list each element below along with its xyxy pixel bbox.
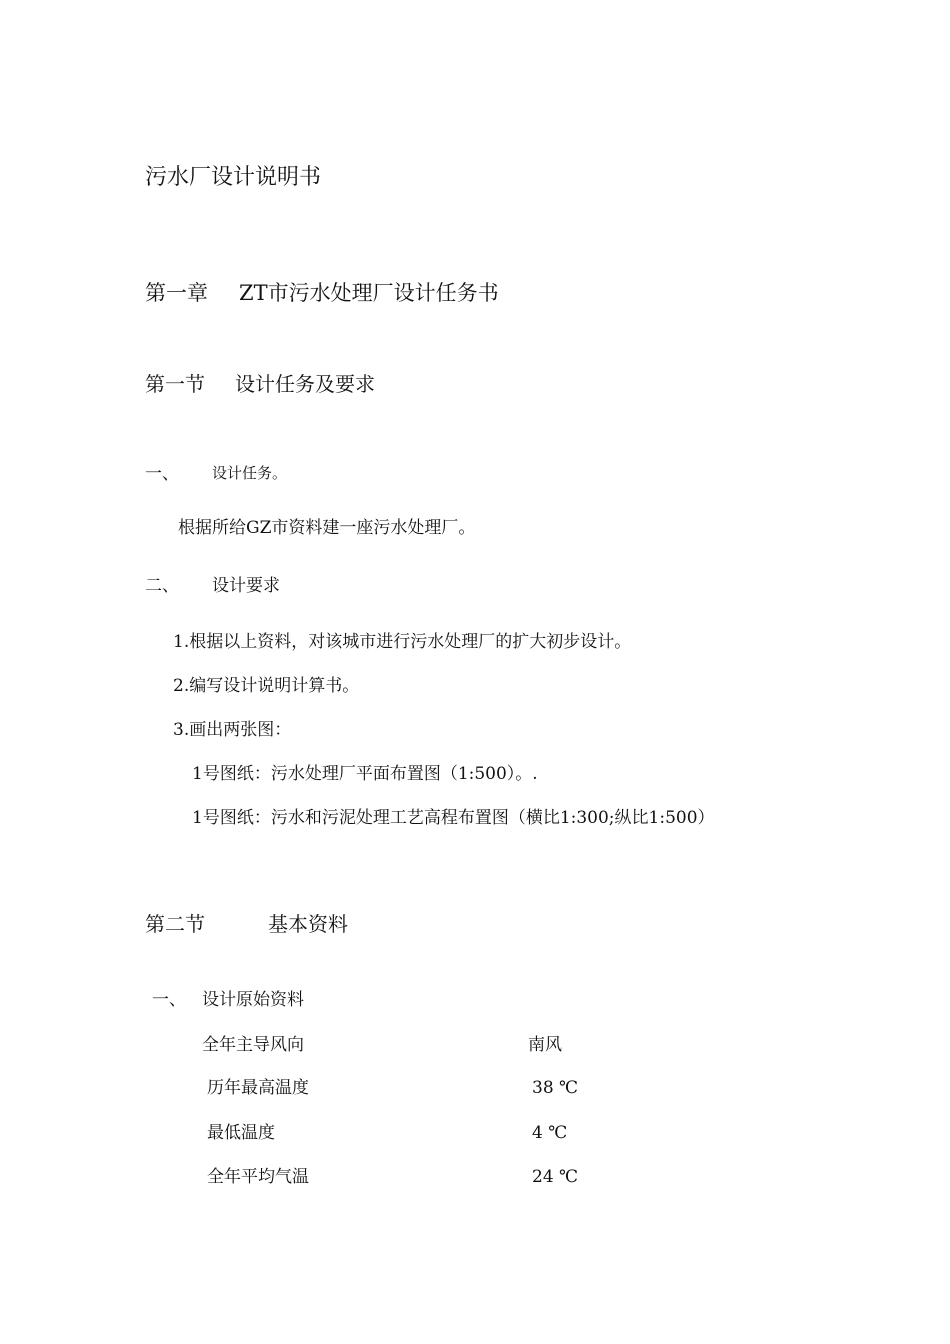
section1-number: 第一节 <box>145 372 205 396</box>
data-item-number: 一、 <box>152 990 186 1010</box>
task-item-text: 根据所给GZ市资料建一座污水处理厂。 <box>178 518 476 538</box>
task-item-number: 一、 <box>145 464 179 484</box>
climate-label-max-temp: 历年最高温度 <box>207 1078 309 1098</box>
climate-value-max-temp: 38 ℃ <box>532 1078 579 1098</box>
climate-value-min-temp: 4 ℃ <box>532 1123 568 1143</box>
chapter-title: ZT市污水处理厂设计任务书 <box>239 281 499 305</box>
chapter-number: 第一章 <box>145 281 208 305</box>
requirements-item-heading: 设计要求 <box>212 576 280 596</box>
requirement-line-1: 1.根据以上资料，对该城市进行污水处理厂的扩大初步设计。 <box>173 632 632 652</box>
climate-label-min-temp: 最低温度 <box>207 1123 275 1143</box>
climate-value-avg-temp: 24 ℃ <box>532 1167 579 1187</box>
section2-title: 基本资料 <box>268 912 348 936</box>
section2-number: 第二节 <box>145 912 205 936</box>
task-item-heading: 设计任务。 <box>212 464 288 482</box>
climate-label-wind: 全年主导风向 <box>202 1035 304 1055</box>
drawing-line-2: 1号图纸：污水和污泥处理工艺高程布置图（横比1:300;纵比1:500） <box>192 808 715 828</box>
data-item-heading: 设计原始资料 <box>202 990 304 1010</box>
document-title: 污水厂设计说明书 <box>145 165 322 190</box>
section1-title: 设计任务及要求 <box>235 372 375 396</box>
requirement-line-3: 3.画出两张图： <box>173 720 292 740</box>
requirement-line-2: 2.编写设计说明计算书。 <box>173 676 360 696</box>
drawing-line-1: 1号图纸：污水处理厂平面布置图（1:500）。. <box>192 764 538 784</box>
climate-value-wind: 南风 <box>528 1035 562 1055</box>
requirements-item-number: 二、 <box>145 576 179 596</box>
climate-label-avg-temp: 全年平均气温 <box>207 1167 309 1187</box>
